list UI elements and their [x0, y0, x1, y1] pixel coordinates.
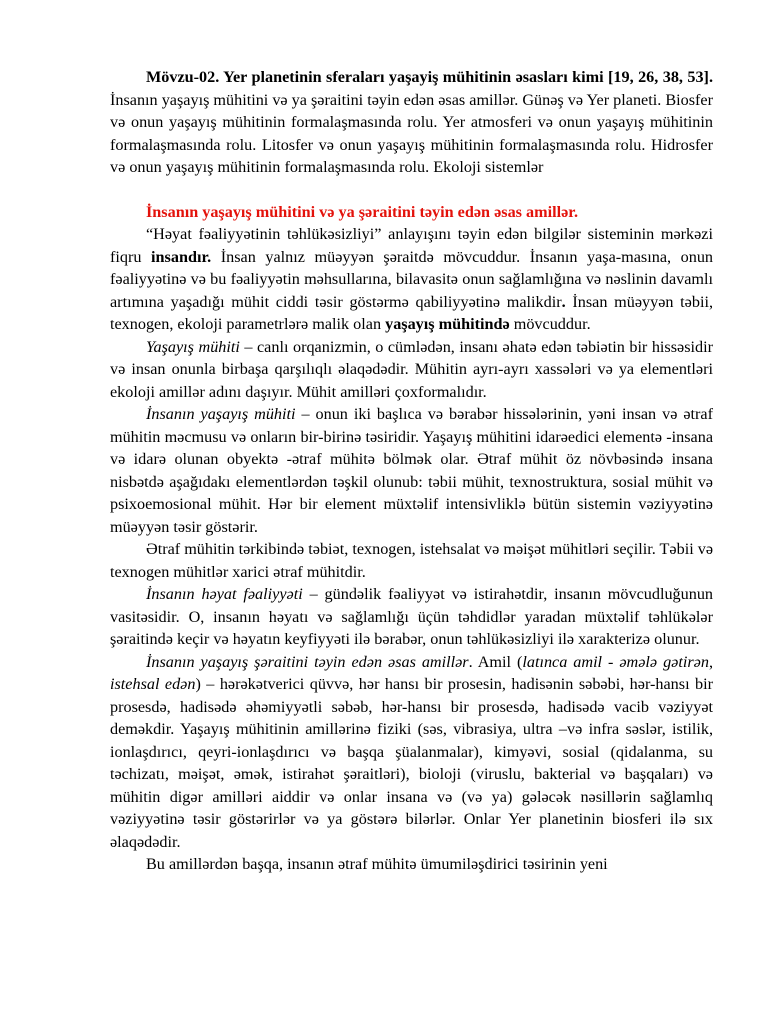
p2-term: Yaşayış mühiti	[146, 337, 240, 356]
spacer	[110, 179, 713, 201]
p1-bold-3: yaşayış mühitində	[385, 315, 510, 333]
p1-text-3: İnsan müəyyən təbii, texnogen, ekoloji parametrlərə malik olan	[110, 292, 713, 333]
p2-text: – canlı orqanizmin, o cümlədən, insanı əhatə edən təbiətin bir hissəsidir və insan onunla birbaşa qarşılıqlı əlaqədədir. Mühitin ayrı-ayrı xassələri və ya elementləri ekoloji amillər adını daşıyır. Mühit amilləri çoxformalıdır.	[110, 337, 713, 401]
p6-text-3: ) – hərəkətverici qüvvə, hər hansı bir prosesin, hadisənin səbəbi, hər-hansı bir prosesdə, hadisədə əhəmiyyətli səbəb, hər-hansı bir prosesdə, hadisədə vacib vəziyyət deməkdir. Yaşayış mühitinin amillərinə fiziki (səs, vibrasiya, ultra –və infra səslər, istilik, ionlaşdırıcı, qeyri-ionlaşdırıcı və başqa şüalanmalar), kimyəvi, sosial (qidalanma, su təchizatı, məişət, əmək, istirahət şəraitləri), bioloji (viruslu, bakterial və başqaları) və mühitin digər amilləri aiddir və onlar insana və (və ya) gələcək nəsillərin sağlamlıq vəziyyətinə təsir göstərirlər və ya göstərə bilərlər. Onlar Yer planetinin biosferi ilə sıx əlaqədədir.	[110, 675, 713, 851]
p1-bold-2: .	[561, 292, 566, 311]
paragraph-7: Bu amillərdən başqa, insanın ətraf mühitə ümumiləşdirici təsirinin yeni	[146, 855, 608, 873]
p6-italic-2: latınca amil - əmələ gətirən	[522, 652, 709, 671]
p1-text-1: “Həyat fəaliyyətinin təhlükəsizliyi” anlayışını təyin edən bilgilər sisteminin mərkəzi fiqru	[110, 225, 713, 266]
paragraph-3	[110, 403, 713, 538]
p6-term: İnsanın yaşayış şəraitini təyin edən əsas amillər	[146, 652, 469, 671]
p5-text: – gündəlik fəaliyyət və istirahətdir, insanın mövcudluğunun vasitəsidir. O, insanın həyatı və sağlamlığı üçün təhdidlər yaradan müxtəlif təhlükələr şəraitində keçir və həyatın keyfiyyəti ilə bərabər, onun təhlükəsizliyi ilə xarakterizə olunur.	[110, 585, 714, 648]
p1-text-2: İnsan yalnız müəyyən şəraitdə mövcuddur. İnsanın yaşa-masına, onun fəaliyyətinə və bu fəaliyyətin məhsullarına, bilavasitə onun sağlamlığına və nəslinin davamlı artımına yaşadığı mühit ciddi təsir göstərmə qabiliyyətinə malikdir	[110, 247, 714, 311]
p3-term: İnsanın yaşayış mühiti	[146, 405, 296, 423]
paragraph-5	[110, 583, 713, 651]
p6-text-2: ,	[708, 652, 713, 671]
paragraph-1	[110, 223, 713, 336]
paragraph-2	[110, 336, 713, 404]
p1-bold-1: insandır.	[151, 247, 212, 266]
p6-text-1: . Amil (	[468, 652, 523, 671]
topic-subtopics: İnsanın yaşayış mühitini və ya şəraitini təyin edən əsas amillər. Günəş və Yer planeti. Biosfer və onun yaşayış mühitinin formalaşmasında rolu. Yer atmosferi və onun yaşayış mühitinin formalaşmasında rolu. Litosfer və onun yaşayış mühitinin formalaşmasında rolu. Hidrosfer və onun yaşayış mühitinin formalaşmasında rolu. Ekoloji sistemlər	[110, 90, 713, 176]
paragraph-4: Ətraf mühitin tərkibində təbiət, texnogen, istehsalat və məişət mühitləri seçilir. Təbii və texnogen mühitlər xarici ətraf mühitdir.	[110, 540, 714, 581]
topic-header	[110, 66, 713, 179]
p6-italic-3: istehsal edən	[110, 675, 196, 693]
paragraph-6	[110, 651, 713, 854]
section-heading: İnsanın yaşayış mühitini və ya şəraitini təyin edən əsas amillər.	[146, 202, 579, 221]
p1-text-4: mövcuddur.	[509, 315, 591, 333]
p5-term: İnsanın həyat fəaliyyəti	[146, 585, 303, 603]
topic-title: Mövzu-02. Yer planetinin sferaları yaşayiş mühitinin əsasları kimi [19, 26, 38, 53].	[146, 68, 713, 86]
p3-text: – onun iki başlıca və bərabər hissələrinin, yəni insan və ətraf mühitin məcmusu və onların bir-birinə təsiridir. Yaşayış mühitini idarəedici elementə -insana və idarə olunan obyektə -ətraf mühitə bölmək olar. Ətraf mühit öz növbəsində insana nisbətdə aşağıdakı elementlərdən təşkil olunub: təbii mühit, texnostruktura, sosial mühit və psixoemosional mühit. Hər bir element müxtəlif intensivliklə bütün sistemin vəziyyətinə müəyyən təsir göstərir.	[110, 405, 713, 536]
